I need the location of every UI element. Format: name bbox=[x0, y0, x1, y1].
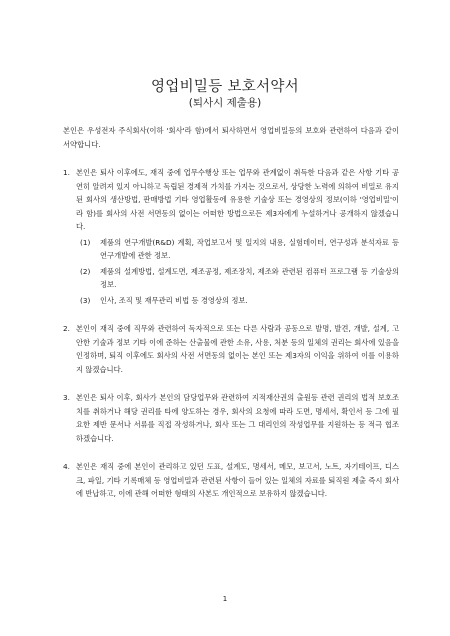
section-number: 1. bbox=[63, 168, 70, 177]
section-number: 3. bbox=[63, 393, 70, 402]
subitem-number: (3) bbox=[80, 295, 91, 305]
section-3 bbox=[63, 391, 399, 445]
section-text: 본인은 퇴사 이후에도, 재직 중에 업무수행상 또는 업무와 관계없이 취득한 다음과 같은 사항 기타 공연히 알려져 있지 아니하고 독립된 경제적 가치를 가지는 것으로서, 상당한 노력에 의하여 비밀로 유지된 회사의 생산방법, 판매방법 기타 영업활동에 유용한 기술상 또는 경영상의 정보(이하 '영업비밀'이라 함)를 회사의 사전 서면동의 없이는 어떠한 방법으로든 제3자에게 누설하거나 공개하지 않겠습니다. bbox=[76, 168, 399, 231]
subitem-3 bbox=[76, 294, 399, 308]
subitem-number: (2) bbox=[80, 266, 91, 276]
section-1 bbox=[63, 166, 399, 307]
section-2 bbox=[63, 322, 399, 376]
document-subtitle: (퇴사시 제출용) bbox=[188, 97, 262, 109]
section-text: 본인이 재직 중에 직무와 관련하여 독자적으로 또는 다른 사람과 공동으로 발명, 발견, 개발, 설계, 고안한 기술과 정보 기타 이에 준하는 산출물에 관한 소유, 사용, 처분 등의 일체의 권리는 회사에 있음을 인정하며, 퇴직 이후에도 회사의 사전 서면동의 없이는 본인 또는 제3자의 이익을 위하여 이를 이용하지 않겠습니다. bbox=[76, 324, 399, 374]
page-number: 1 bbox=[222, 595, 228, 603]
subitem-text: 제품의 설계방법, 설계도면, 제조공정, 제조장치, 제조와 관련된 컴퓨터 프로그램 등 기술상의 정보. bbox=[100, 266, 399, 289]
subitem-1 bbox=[76, 236, 399, 263]
intro-paragraph: 본인은 우성전자 주식회사(이하 '회사'라 함)에서 퇴사하면서 영업비밀등의 보호와 관련하여 다음과 같이 서약합니다. bbox=[63, 126, 399, 149]
subitem-number: (1) bbox=[80, 237, 91, 247]
section-4 bbox=[63, 460, 399, 501]
section-number: 4. bbox=[63, 462, 70, 471]
subitem-2 bbox=[76, 265, 399, 292]
section-text: 본인은 퇴사 이후, 회사가 본인의 담당업무와 관련하여 지적재산권의 출원등 관련 권리의 법적 보호조치를 취하거나 해당 권리를 타에 양도하는 경우, 회사의 요청에 따라 도면, 명세서, 확인서 등 그에 필요한 제반 문서나 서류를 직접 작성하거나, 회사 또는 그 대리인의 작성업무를 지원하는 등 적극 협조하겠습니다. bbox=[76, 393, 399, 443]
section-text: 본인은 재직 중에 본인이 관리하고 있던 도표, 설계도, 명세서, 메모, 보고서, 노트, 자기테이프, 디스크, 파일, 기타 기록매체 등 영업비밀과 관련된 사항이 들어 있는 일체의 자료를 퇴직원 제출 즉시 회사에 반납하고, 이에 관해 어떠한 형태의 사본도 개인적으로 보유하지 않겠습니다. bbox=[76, 462, 399, 498]
document-title: 영업비밀등 보호서약서 bbox=[151, 79, 299, 95]
section-number: 2. bbox=[63, 324, 70, 333]
subitem-text: 제품의 연구개발(R&D) 계획, 작업보고서 및 일지의 내용, 실험데이터, 연구성과 분석자료 등 연구개발에 관한 정보. bbox=[100, 237, 399, 260]
document-body bbox=[63, 124, 399, 501]
subitem-text: 인사, 조직 및 재무관리 비법 등 경영상의 정보. bbox=[100, 295, 248, 305]
